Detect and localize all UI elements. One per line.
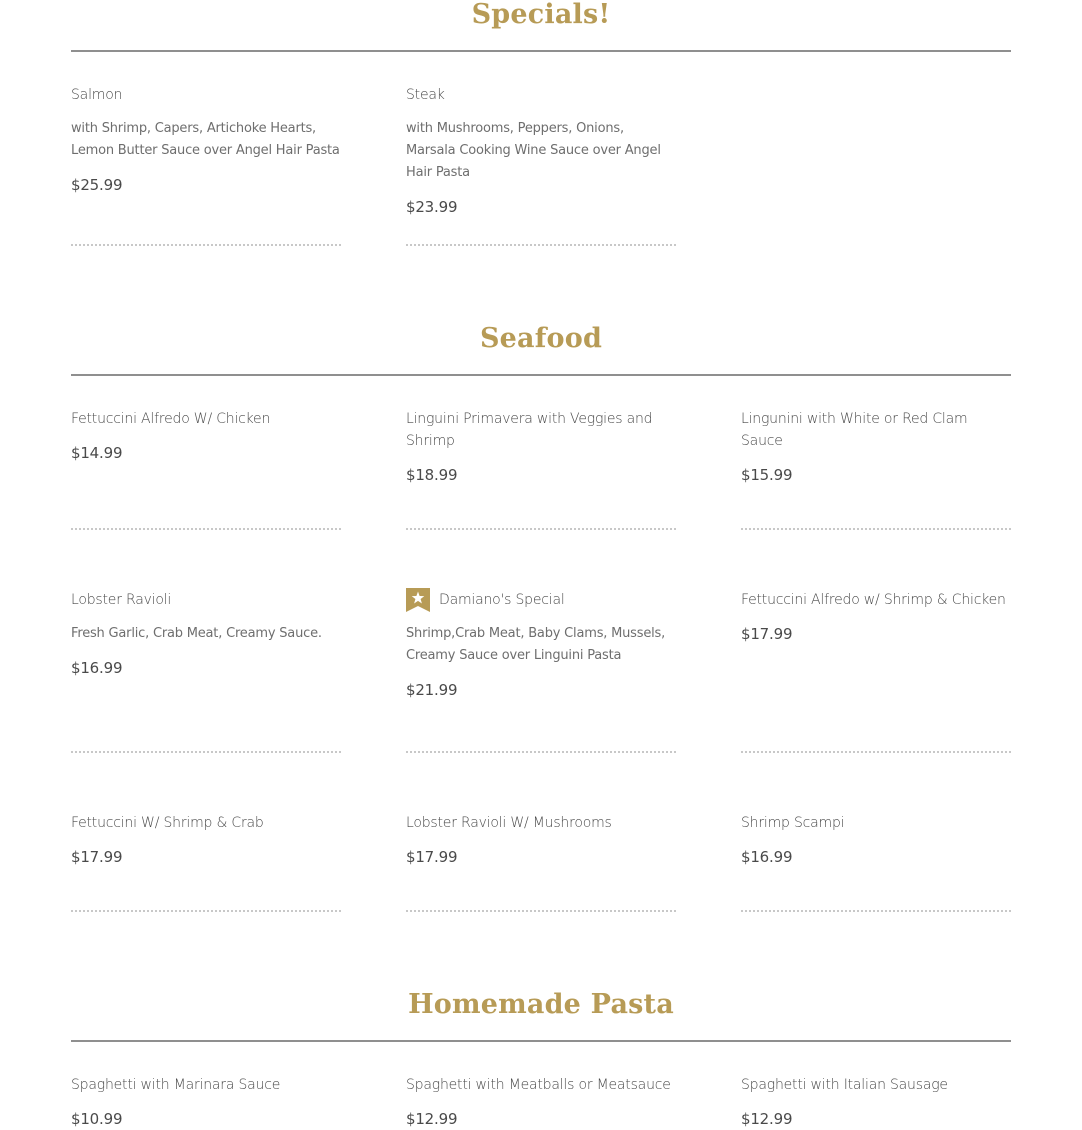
item-divider [741, 528, 1011, 530]
item-divider [741, 751, 1011, 753]
item-description: with Mushrooms, Peppers, Onions, Marsala Cooking Wine Sauce over Angel Hair Pasta [406, 121, 661, 180]
item-description: Fresh Garlic, Crab Meat, Creamy Sauce. [71, 626, 322, 641]
menu-item-featured [406, 588, 676, 701]
item-name: Spaghetti with Meatballs or Meatsauce [406, 1077, 671, 1093]
item-name: Lobster Ravioli W/ Mushrooms [406, 815, 612, 831]
item-name: Damiano's Special [439, 592, 565, 608]
item-divider [741, 910, 1011, 912]
item-name-row [406, 588, 676, 612]
item-price: $25.99 [71, 176, 123, 194]
menu-item [741, 408, 1011, 486]
item-name: Steak [406, 87, 445, 103]
item-name: Salmon [71, 87, 123, 103]
item-divider [71, 244, 341, 246]
menu-item [71, 1074, 341, 1130]
item-name: Fettuccini Alfredo W/ Chicken [71, 411, 271, 427]
item-divider [71, 528, 341, 530]
item-price: $15.99 [741, 466, 793, 484]
item-divider [71, 910, 341, 912]
item-name: Spaghetti with Marinara Sauce [71, 1077, 281, 1093]
item-price: $14.99 [71, 444, 123, 462]
item-description: with Shrimp, Capers, Artichoke Hearts, Lemon Butter Sauce over Angel Hair Pasta [71, 121, 340, 158]
item-divider [71, 751, 341, 753]
star-icon [406, 588, 430, 612]
item-name: Linguini Primavera with Veggies and Shrimp [406, 411, 653, 449]
item-name: Shrimp Scampi [741, 815, 845, 831]
specials-title: Specials! [471, 0, 611, 30]
item-name: Spaghetti with Italian Sausage [741, 1077, 948, 1093]
item-price: $21.99 [406, 681, 458, 699]
item-price: $17.99 [741, 625, 793, 643]
item-price: $16.99 [741, 848, 793, 866]
menu-item [71, 812, 341, 868]
item-price: $18.99 [406, 466, 458, 484]
item-price: $17.99 [406, 848, 458, 866]
item-divider [406, 751, 676, 753]
item-price: $10.99 [71, 1110, 123, 1128]
item-price: $12.99 [741, 1110, 793, 1128]
item-divider [406, 528, 676, 530]
item-divider [406, 910, 676, 912]
item-price: $16.99 [71, 659, 123, 677]
item-price: $12.99 [406, 1110, 458, 1128]
menu-item-steak [406, 84, 676, 218]
menu-item [406, 812, 676, 868]
item-name: Fettuccini Alfredo w/ Shrimp & Chicken [741, 592, 1006, 608]
item-description: Shrimp,Crab Meat, Baby Clams, Mussels, Creamy Sauce over Linguini Pasta [406, 626, 666, 663]
menu-item [741, 812, 1011, 868]
item-price: $23.99 [406, 198, 458, 216]
menu-item [406, 408, 676, 486]
menu-item [406, 1074, 676, 1130]
item-name: Lingunini with White or Red Clam Sauce [741, 411, 968, 449]
seafood-divider [71, 374, 1011, 376]
item-price: $17.99 [71, 848, 123, 866]
menu-item [741, 589, 1011, 645]
item-name: Fettuccini W/ Shrimp & Crab [71, 815, 264, 831]
menu-item [741, 1074, 1011, 1130]
item-name: Lobster Ravioli [71, 592, 172, 608]
menu-item-salmon [71, 84, 341, 196]
menu-item [71, 408, 341, 464]
menu-item [71, 589, 341, 679]
pasta-divider [71, 1040, 1011, 1042]
specials-divider [71, 50, 1011, 52]
seafood-title: Seafood [479, 323, 603, 354]
item-divider [406, 244, 676, 246]
pasta-title: Homemade Pasta [408, 989, 674, 1020]
